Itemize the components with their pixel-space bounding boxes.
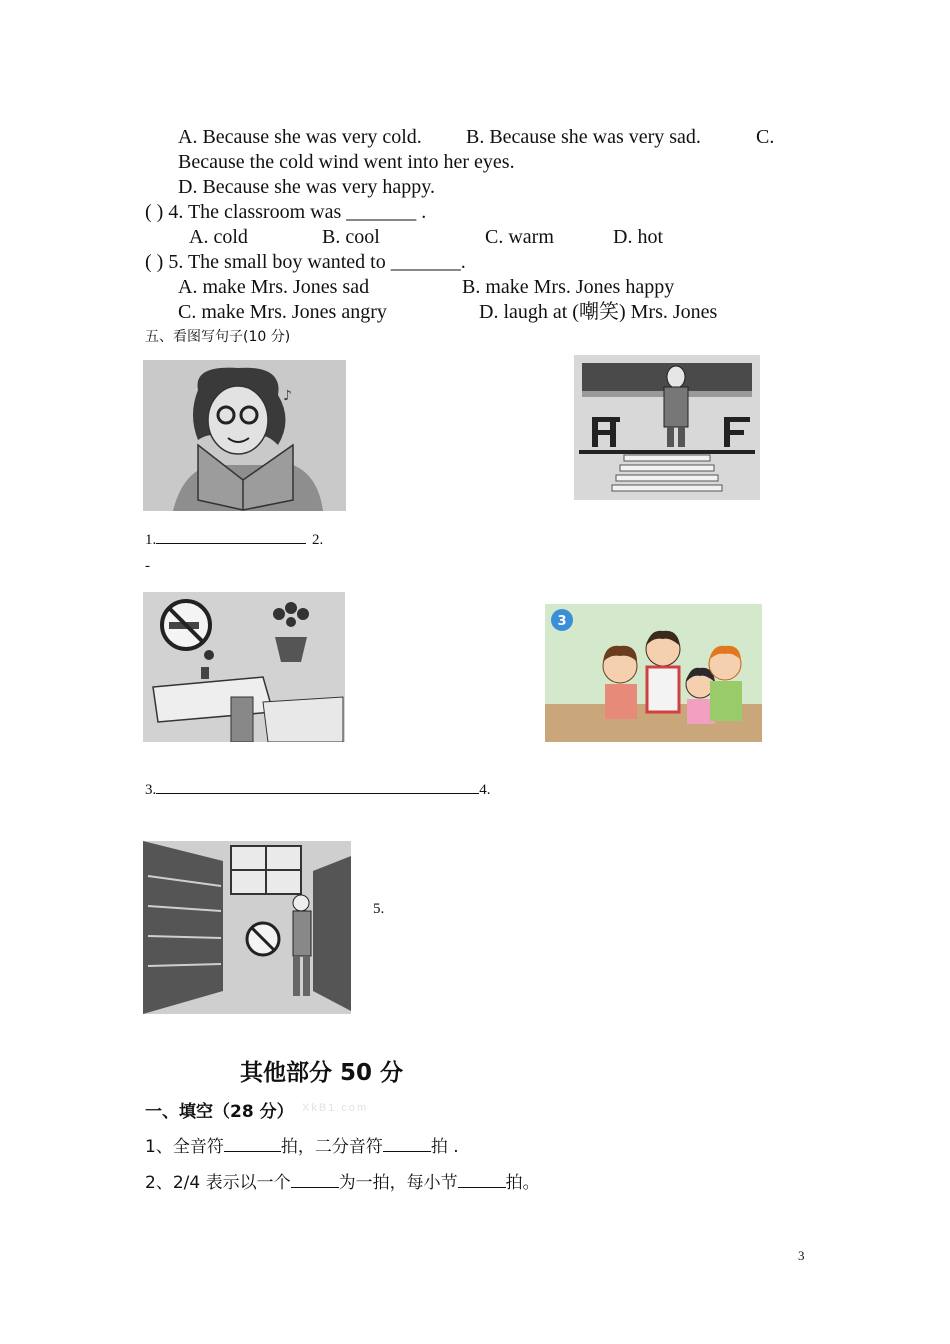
page-number: 3: [798, 1248, 805, 1263]
q4-stem: ( ) 4. The classroom was _______ .: [145, 201, 427, 223]
q4-option-b: B. cool: [322, 226, 380, 248]
picture-library: [143, 841, 351, 1014]
picture-badge-number: 3: [557, 614, 567, 629]
answer-3-label: 3. 4.: [145, 776, 491, 800]
picture-crosswalk: [574, 355, 760, 500]
q5-option-a: A. make Mrs. Jones sad: [178, 276, 370, 298]
fill-question-2: 2、2/4 表示以一个 为一拍，每小节 拍。: [145, 1168, 540, 1193]
other-part-title: 其他部分 50 分: [240, 1060, 404, 1086]
q5-option-d: D. laugh at (嘲笑) Mrs. Jones: [479, 301, 718, 323]
q4-option-a: A. cold: [189, 226, 248, 248]
picture-no-smoking-table: [143, 592, 345, 742]
answer-5-label: 5.: [373, 901, 385, 917]
q3-option-c-letter: C.: [756, 126, 775, 148]
answer-3-blank[interactable]: [156, 776, 479, 794]
svg-text:♪: ♪: [283, 388, 292, 404]
fill-1-blank-b[interactable]: [383, 1134, 431, 1152]
picture-children-talking: [545, 604, 762, 742]
q5-stem: ( ) 5. The small boy wanted to _______.: [145, 251, 466, 273]
dash-mark: -: [145, 558, 150, 574]
q5-option-b: B. make Mrs. Jones happy: [462, 276, 675, 298]
q3-option-b: B. Because she was very sad.: [466, 126, 701, 148]
section-title: 五、看图写句子(10 分): [145, 329, 291, 345]
fill-1-blank-a[interactable]: [224, 1134, 281, 1152]
answer-1-blank[interactable]: [156, 526, 306, 544]
picture-woman-reading: [143, 360, 346, 511]
fill-2-blank-a[interactable]: [291, 1170, 339, 1188]
q4-option-c: C. warm: [485, 226, 554, 248]
q5-option-c: C. make Mrs. Jones angry: [178, 301, 387, 323]
fill-2-blank-b[interactable]: [458, 1170, 506, 1188]
q3-option-c-text: Because the cold wind went into her eyes.: [178, 151, 515, 173]
answer-4-label: 4.: [479, 782, 491, 798]
answer-1-label: 1. 2.: [145, 526, 323, 550]
q3-option-a: A. Because she was very cold.: [178, 126, 422, 148]
watermark-text: XkB1.com: [302, 1102, 369, 1114]
fill-blank-title: 一、填空（28 分）: [145, 1102, 294, 1122]
fill-question-1: 1、全音符 拍，二分音符 拍 .: [145, 1132, 459, 1157]
q4-option-d: D. hot: [613, 226, 663, 248]
q3-option-d: D. Because she was very happy.: [178, 176, 435, 198]
answer-2-label: 2.: [312, 532, 324, 548]
